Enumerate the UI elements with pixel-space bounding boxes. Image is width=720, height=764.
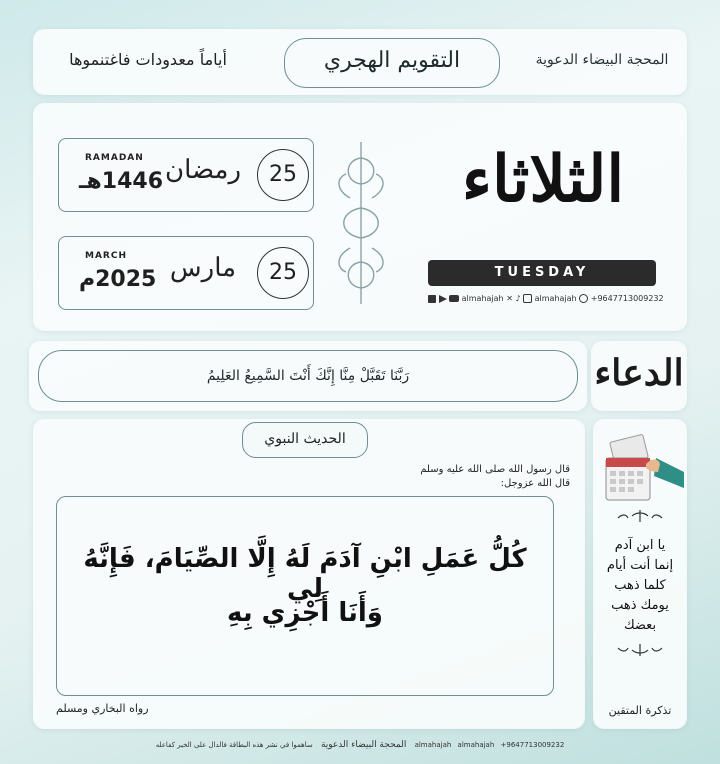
hijri-date-box [58,138,314,212]
social-row [428,294,664,308]
instagram-icon[interactable] [523,294,532,303]
reminder-line-4: يومك ذهب [611,598,669,613]
footer [80,740,640,756]
calendar-icon [598,428,684,506]
hadith-label: الحديث النبوي [264,431,346,447]
hijri-month-en: RAMADAN [85,153,144,163]
tiktok-icon[interactable]: ♪ [515,294,521,303]
reminder-line-2: إنما أنت أيام [606,558,674,573]
hadith-card [34,420,584,728]
x-icon[interactable]: ✕ [506,294,513,303]
social-handle: almahajah [461,294,504,303]
dua-label-card [592,342,686,410]
dua-text-card [30,342,586,410]
ornament-divider-icon [330,138,392,308]
hijri-day: 25 [269,162,297,187]
date-card [34,104,686,330]
footer-logo: المحجة البيضاء الدعوية [320,740,407,750]
reminder-line-1: يا ابن آدم [614,538,666,553]
gregorian-year: 2025م [79,267,157,292]
header-bar [34,30,686,94]
reminder-caption: تذكرة المتقين [608,704,672,717]
ornament-top-icon [610,508,670,524]
hadith-intro-1: قال رسول الله صلى الله عليه وسلم [420,464,570,475]
page-title: التقويم الهجري [323,48,461,73]
hadith-source: رواه البخاري ومسلم [56,702,149,715]
whatsapp-icon[interactable] [579,294,588,303]
youtube-icon[interactable] [449,295,459,302]
facebook-icon[interactable] [428,295,436,303]
gregorian-date-box [58,236,314,310]
social-phone: +9647713009232 [590,294,664,303]
hadith-intro-2: قال الله عزوجل: [500,478,570,489]
reminder-line-3: كلما ذهب [614,578,666,593]
reminder-card [594,420,686,728]
dua-label: الدعاء [594,352,684,394]
weekday-arabic: الثلاثاء [461,142,625,217]
social-handle-2: almahajah [534,294,577,303]
brand-logo: المحجة البيضاء الدعوية [535,52,669,68]
hijri-month-ar: رمضان [164,155,242,185]
ornament-bottom-icon [610,642,670,658]
dua-text: رَبَّنَا تَقَبَّلْ مِنَّا إِنَّكَ أَنْتَ السَّمِيعُ العَلِيمُ [206,368,410,384]
gregorian-day: 25 [269,260,297,285]
hadith-text-line-2: وَأَنَا أَجْزِي بِهِ [227,598,383,628]
hadith-text-line-1: كُلُّ عَمَلِ ابْنِ آدَمَ لَهُ إِلَّا الصِّيَامَ، فَإِنَّهُ لِي [83,544,527,604]
telegram-icon[interactable] [439,295,447,303]
reminder-line-5: بعضك [623,618,657,633]
gregorian-month-en: MARCH [85,251,127,261]
footer-phone: +9647713009232 [500,741,565,749]
footer-text: ساهموا في نشر هذه البطاقة فالدال على الخير كفاعله [155,741,313,749]
weekday-english: TUESDAY [494,265,590,280]
footer-handle-1: almahajah [414,741,452,749]
gregorian-month-ar: مارس [169,253,237,283]
footer-handle-2: almahajah [457,741,495,749]
verse-text: أياماً معدودات فاغتنموها [69,50,227,69]
hijri-year: 1446هـ [79,169,164,194]
